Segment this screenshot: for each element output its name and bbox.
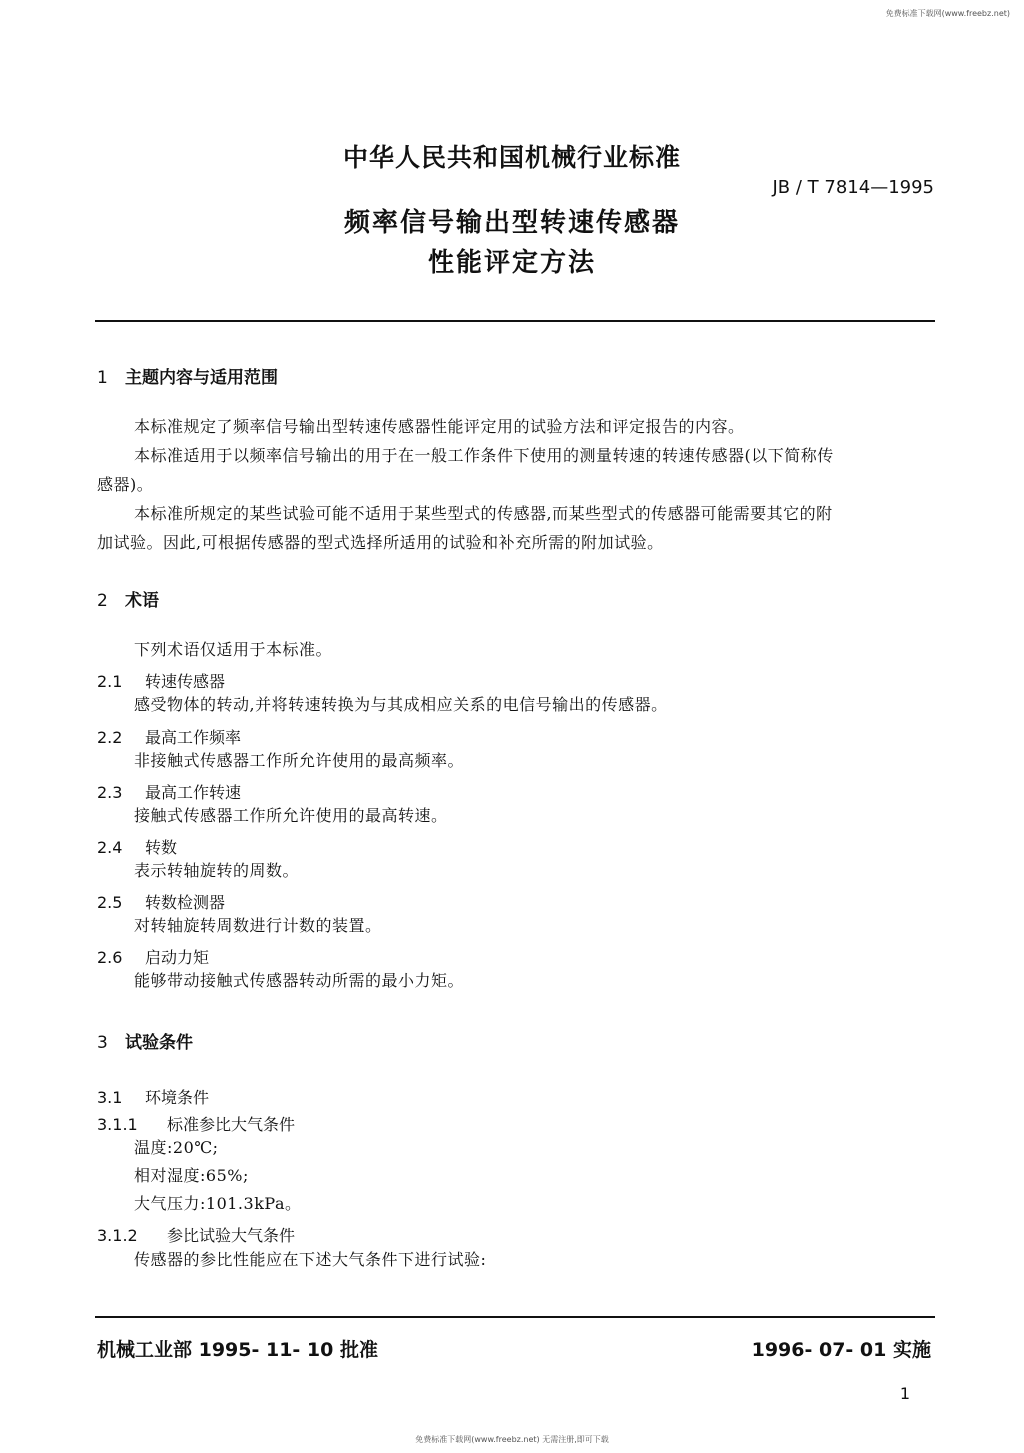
term-heading xyxy=(97,669,225,692)
term-name: 转数 xyxy=(145,838,178,857)
section-number: 3 xyxy=(97,1033,108,1053)
subsection-number: 3.1.1 xyxy=(97,1115,138,1134)
term-name: 最高工作频率 xyxy=(145,728,242,747)
section-2-heading xyxy=(97,586,159,611)
term-definition: 接触式传感器工作所允许使用的最高转速。 xyxy=(134,806,448,825)
subsection-title: 参比试验大气条件 xyxy=(167,1226,296,1245)
term-definition: 感受物体的转动,并将转速转换为与其成相应关系的电信号输出的传感器。 xyxy=(134,695,668,714)
term-name: 转数检测器 xyxy=(145,893,226,912)
term-number: 2.2 xyxy=(97,728,123,747)
subsection-title: 标准参比大气条件 xyxy=(167,1115,296,1134)
watermark-bottom: 免费标准下载网(www.freebz.net) 无需注册,即可下载 xyxy=(415,1435,609,1444)
section-3-heading xyxy=(97,1028,193,1053)
term-definition: 对转轴旋转周数进行计数的装置。 xyxy=(134,916,382,935)
condition-line: 大气压力:101.3kPa。 xyxy=(134,1194,302,1213)
approval-date: 机械工业部 1995- 11- 10 批准 xyxy=(97,1339,378,1361)
paragraph: 传感器的参比性能应在下述大气条件下进行试验: xyxy=(134,1250,487,1269)
page-number: 1 xyxy=(899,1384,910,1403)
section-title: 试验条件 xyxy=(125,1033,193,1053)
document-title-line2: 性能评定方法 xyxy=(427,248,596,278)
term-definition: 表示转轴旋转的周数。 xyxy=(134,861,300,880)
standard-organization: 中华人民共和国机械行业标准 xyxy=(342,143,681,172)
term-heading xyxy=(97,945,209,968)
paragraph: 本标准所规定的某些试验可能不适用于某些型式的传感器,而某些型式的传感器可能需要其它的附 xyxy=(134,504,833,523)
term-number: 2.3 xyxy=(97,783,123,802)
header-rule xyxy=(95,320,935,322)
term-number: 2.6 xyxy=(97,948,123,967)
subsection-heading xyxy=(97,1112,295,1135)
term-number: 2.1 xyxy=(97,672,123,691)
subsection-heading xyxy=(97,1085,209,1108)
paragraph: 本标准规定了频率信号输出型转速传感器性能评定用的试验方法和评定报告的内容。 xyxy=(134,417,745,436)
term-heading xyxy=(97,725,241,748)
subsection-number: 3.1 xyxy=(97,1088,123,1107)
section-title: 术语 xyxy=(125,591,159,611)
paragraph: 下列术语仅适用于本标准。 xyxy=(134,640,333,659)
section-number: 2 xyxy=(97,591,108,611)
term-heading xyxy=(97,835,177,858)
implementation-date: 1996- 07- 01 实施 xyxy=(751,1339,931,1361)
paragraph-continuation: 加试验。因此,可根据传感器的型式选择所适用的试验和补充所需的附加试验。 xyxy=(97,533,664,552)
paragraph-continuation: 感器)。 xyxy=(97,475,154,494)
section-1-heading xyxy=(97,363,278,388)
section-number: 1 xyxy=(97,368,108,388)
subsection-number: 3.1.2 xyxy=(97,1226,138,1245)
paragraph: 本标准适用于以频率信号输出的用于在一般工作条件下使用的测量转速的转速传感器(以下简称传 xyxy=(134,446,834,465)
term-number: 2.5 xyxy=(97,893,123,912)
term-definition: 能够带动接触式传感器转动所需的最小力矩。 xyxy=(134,971,465,990)
term-heading xyxy=(97,890,225,913)
term-definition: 非接触式传感器工作所允许使用的最高频率。 xyxy=(134,751,465,770)
document-title-line1: 频率信号输出型转速传感器 xyxy=(343,208,680,238)
term-name: 启动力矩 xyxy=(145,948,210,967)
subsection-heading xyxy=(97,1223,295,1246)
standard-number: JB / T 7814—1995 xyxy=(772,177,934,198)
term-heading xyxy=(97,780,241,803)
term-number: 2.4 xyxy=(97,838,123,857)
term-name: 转速传感器 xyxy=(145,672,226,691)
subsection-title: 环境条件 xyxy=(145,1088,210,1107)
section-title: 主题内容与适用范围 xyxy=(125,368,278,388)
condition-line: 温度:20℃; xyxy=(134,1138,219,1157)
condition-line: 相对湿度:65%; xyxy=(134,1166,249,1185)
footer-rule xyxy=(95,1316,935,1318)
watermark-top: 免费标准下载网(www.freebz.net) xyxy=(885,9,1010,18)
term-name: 最高工作转速 xyxy=(145,783,242,802)
